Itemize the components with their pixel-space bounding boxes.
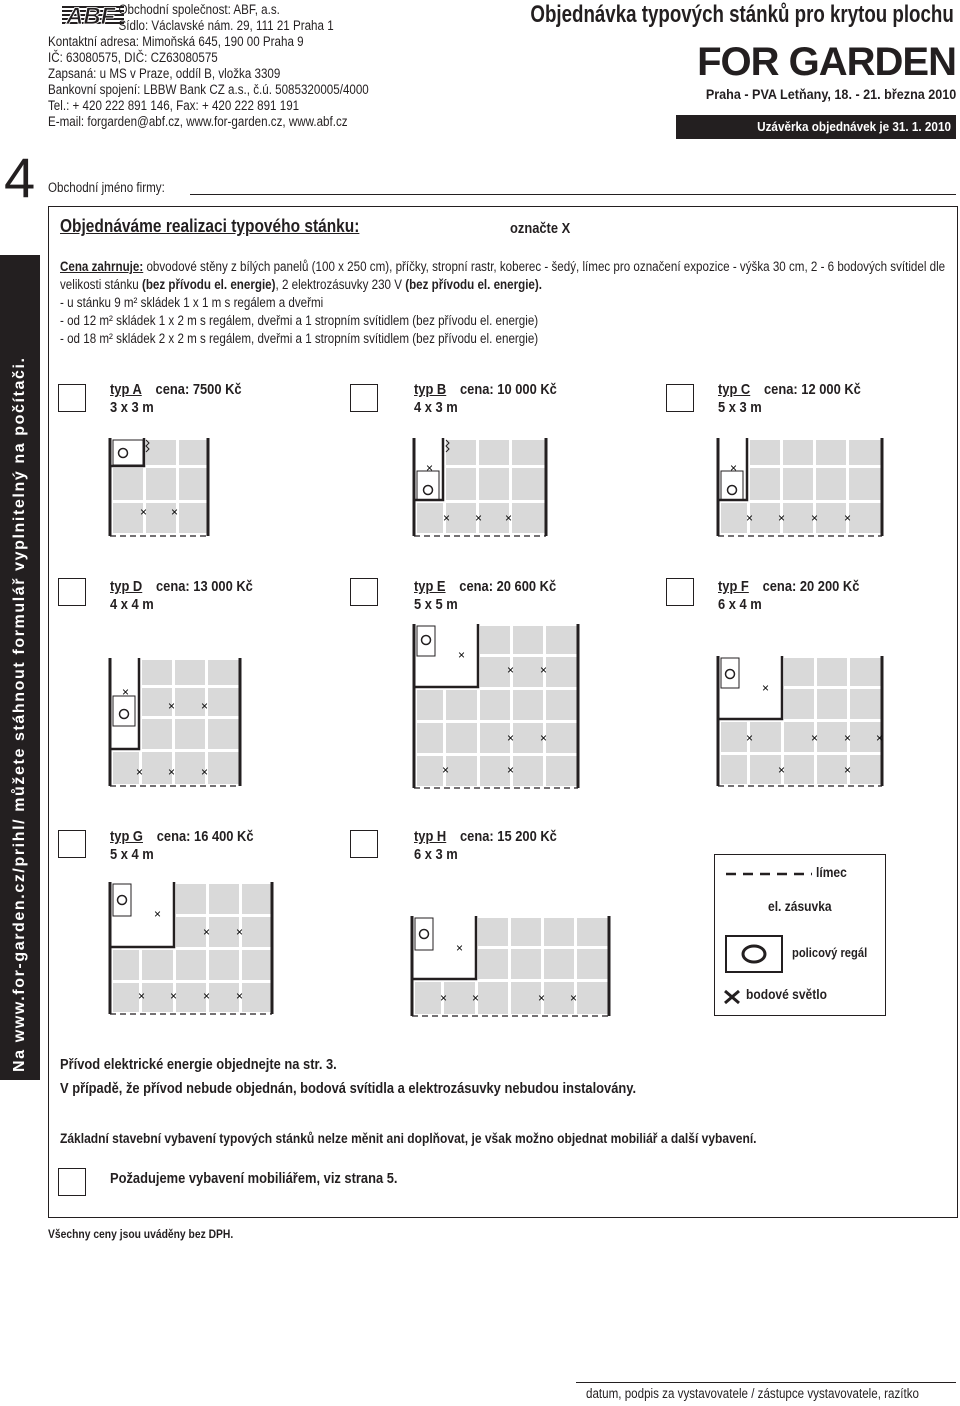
socket-icon [744,896,766,918]
svg-text:×: × [203,925,211,939]
svg-text:×: × [203,989,211,1003]
legend-socket: el. zásuvka [768,898,832,914]
deadline-text: Uzávěrka objednávek je 31. 1. 2010 [756,119,951,134]
abf-logo-text: ABF [66,4,116,26]
price-includes-text: , 2 elektrozásuvky 230 V [275,277,406,292]
checkbox-furniture[interactable] [58,1168,86,1196]
svg-text:×: × [778,763,786,777]
stand-type: typ D [110,578,143,595]
stand-size: 5 x 5 m [414,596,458,613]
svg-text:×: × [201,765,209,779]
stand-header-h [414,828,557,864]
svg-text:×: × [570,991,578,1005]
svg-text:×: × [746,731,754,745]
svg-text:×: × [762,681,770,695]
svg-text:×: × [456,941,464,955]
legend-shelf: policový regál [792,945,868,960]
svg-text:×: × [507,663,515,677]
stand-header-f [718,578,859,614]
company-line: Kontaktní adresa: Mimoňská 645, 190 00 Praha 9 [48,34,304,49]
stand-size: 5 x 4 m [110,846,154,863]
svg-text:×: × [540,663,548,677]
stand-type: typ H [414,828,447,845]
collar-dash-icon [724,866,814,882]
svg-text:×: × [472,991,480,1005]
page-title: Objednávka typových stánků pro krytou plochu [530,1,954,28]
svg-text:×: × [440,991,448,1005]
svg-text:×: × [844,511,852,525]
signature-field[interactable] [576,1382,956,1383]
svg-text:×: × [746,511,754,525]
svg-text:×: × [811,511,819,525]
svg-text:×: × [140,505,148,519]
svg-text:×: × [730,461,738,475]
svg-text:×: × [475,511,483,525]
svg-text:×: × [540,731,548,745]
legend-spotlight: bodové světlo [746,986,827,1002]
stand-price: cena: 15 200 Kč [460,828,557,845]
stand-size: 5 x 3 m [718,399,762,416]
svg-text:×: × [844,763,852,777]
svg-text:×: × [458,648,466,662]
price-includes-main [60,258,946,294]
checkbox-typ-e[interactable] [350,578,378,606]
company-line: Tel.: + 420 222 891 146, Fax: + 420 222 891 191 [48,98,300,113]
checkbox-typ-g[interactable] [58,830,86,858]
mark-instruction: označte X [510,220,571,237]
stand-header-e [414,578,556,614]
stand-price: cena: 12 000 Kč [764,381,861,398]
checkbox-typ-c[interactable] [666,384,694,412]
sidebar-text: Na www.for-garden.cz/prihl/ můžete stáhnout formulář vyplnitelný na počítači. [11,356,28,1072]
svg-text:×: × [876,731,884,745]
svg-text:×: × [442,763,450,777]
floorplan-typ-a [108,436,218,538]
floorplan-typ-c [716,436,888,538]
signature-label: datum, podpis za vystavovatele / zástupce vystavovatele, razítko [586,1386,919,1401]
floorplan-typ-g [108,880,280,1016]
stand-size: 6 x 3 m [414,846,458,863]
price-includes-bold: (bez přívodu el. energie) [141,277,276,292]
stand-type: typ E [414,578,446,595]
stand-price: cena: 10 000 Kč [460,381,557,398]
svg-text:×: × [505,511,513,525]
svg-text:×: × [507,763,515,777]
stand-header-b [414,381,557,417]
section-title [60,216,359,237]
svg-text:×: × [426,461,434,475]
power-note-2: V případě, že přívod nebude objednán, bodová svítidla a elektrozásuvky nebudou instalovány. [60,1080,637,1097]
price-includes-label: Cena zahrnuje: [60,259,144,274]
floorplan-typ-b [412,436,552,538]
price-includes-text: obvodové stěny z bílých panelů (100 x 250 cm), příčky, stropní rastr, koberec - šedý, límec pro označení expozice - výška 30 cm, 2 - 6 bodových svítidel dle velikosti stánku [60,259,946,292]
firm-name-label: Obchodní jméno firmy: [48,180,165,195]
checkbox-typ-a[interactable] [58,384,86,412]
furniture-note: Požadujeme vybavení mobiliářem, viz strana 5. [110,1170,398,1187]
price-includes [60,258,946,348]
stand-header-c [718,381,861,417]
checkbox-typ-b[interactable] [350,384,378,412]
stand-type: typ F [718,578,749,595]
storage-note-12: - od 12 m² skládek 1 x 2 m s regálem, dveřmi a 1 stropním svítidlem (bez přívodu el. energie) [60,313,539,328]
svg-text:×: × [811,731,819,745]
storage-note-9: - u stánku 9 m² skládek 1 x 1 m s regálem a dveřmi [60,295,324,310]
section-title-text: Objednáváme realizaci typového stánku: [60,216,360,236]
brand-logo: FOR GARDEN [697,40,956,84]
stand-type: typ A [110,381,142,398]
svg-text:×: × [136,765,144,779]
svg-text:×: × [201,699,209,713]
svg-text:×: × [236,925,244,939]
stand-size: 3 x 3 m [110,399,154,416]
stand-header-d [110,578,253,614]
stand-type: typ G [110,828,143,845]
svg-text:×: × [154,907,162,921]
stand-price: cena: 16 400 Kč [156,828,254,845]
firm-name-field[interactable] [190,194,956,195]
spotlight-icon [722,988,742,1006]
stand-price: cena: 20 600 Kč [459,578,557,595]
svg-text:×: × [171,505,179,519]
company-line: E-mail: forgarden@abf.cz, www.for-garden.cz, www.abf.cz [48,114,348,129]
shelf-icon [724,934,784,974]
company-info [48,2,369,130]
company-line: IČ: 63080575, DIČ: CZ63080575 [48,50,218,65]
stand-size: 6 x 4 m [718,596,762,613]
svg-text:×: × [443,511,451,525]
stand-size: 4 x 4 m [110,596,154,613]
venue: Praha - PVA Letňany, 18. - 21. března 2010 [705,86,956,102]
svg-text:×: × [122,685,130,699]
stand-type: typ B [414,381,447,398]
svg-text:×: × [168,765,176,779]
svg-text:×: × [170,989,178,1003]
checkbox-typ-d[interactable] [58,578,86,606]
company-line: Obchodní společnost: ABF, a.s. [118,2,280,17]
price-includes-bold: (bez přívodu el. energie). [405,277,542,292]
svg-text:×: × [507,731,515,745]
stand-price: cena: 20 200 Kč [762,578,860,595]
floorplan-typ-e [412,622,584,790]
svg-text:×: × [538,991,546,1005]
svg-text:×: × [138,989,146,1003]
stand-price: cena: 7500 Kč [155,381,242,398]
floorplan-typ-f [716,654,888,788]
svg-text:×: × [844,731,852,745]
stand-type: typ C [718,381,751,398]
company-line: Bankovní spojení: LBBW Bank CZ a.s., č.ú. 5085320005/4000 [48,82,369,97]
stand-header-g [110,828,254,864]
floorplan-typ-h [410,914,620,1018]
page-number: 4 [4,146,36,209]
svg-text:×: × [778,511,786,525]
company-line: Zapsaná: u MS v Praze, oddíl B, vložka 3309 [48,66,281,81]
svg-text:×: × [168,699,176,713]
checkbox-typ-f[interactable] [666,578,694,606]
company-line: Sídlo: Václavské nám. 29, 111 21 Praha 1 [118,18,334,33]
basic-equipment-note: Základní stavební vybavení typových stánků nelze měnit ani doplňovat, je však možno objednat mobiliář a další vybavení. [60,1130,757,1146]
storage-note-18: - od 18 m² skládek 2 x 2 m s regálem, dveřmi a 1 stropním svítidlem (bez přívodu el. energie) [60,331,539,346]
power-note-1: Přívod elektrické energie objednejte na str. 3. [60,1056,337,1073]
floorplan-typ-d [108,656,248,788]
stand-size: 4 x 3 m [414,399,458,416]
legend-collar: límec [816,864,847,880]
checkbox-typ-h[interactable] [350,830,378,858]
stand-header-a [110,381,242,417]
svg-text:×: × [236,989,244,1003]
stand-price: cena: 13 000 Kč [156,578,253,595]
deadline-banner [676,115,956,139]
vat-note: Všechny ceny jsou uváděny bez DPH. [48,1227,234,1241]
